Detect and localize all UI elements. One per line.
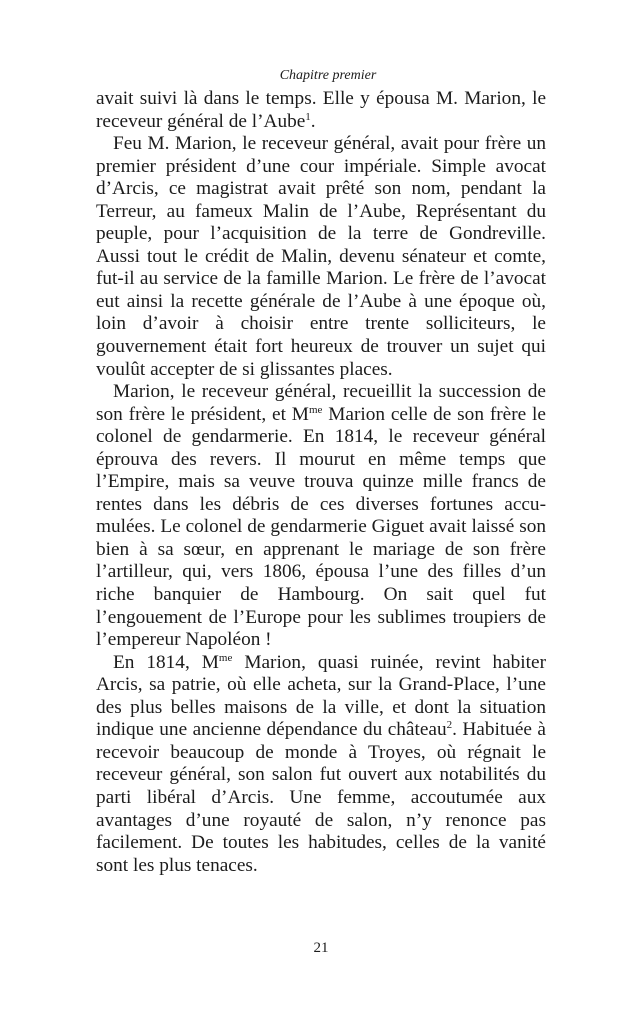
paragraph-4 bbox=[96, 652, 546, 877]
title-abbrev-sup: me bbox=[308, 403, 323, 416]
paragraph-1 bbox=[96, 88, 546, 133]
paragraph-text: avait suivi là dans le temps. Elle y épousa M. Marion, le receveur général de l’Aube bbox=[96, 88, 546, 132]
page-number: 21 bbox=[313, 940, 329, 956]
page-body bbox=[96, 66, 546, 877]
paragraph-3 bbox=[96, 381, 546, 652]
running-head: Chapitre premier bbox=[279, 68, 377, 83]
footnote-ref-2: 2 bbox=[446, 719, 453, 732]
paragraph-text: Marion, le receveur général, recueillit la succession de son frère le président, et M bbox=[96, 381, 546, 425]
paragraph-text: Marion, quasi ruinée, revint habiter Arcis, sa patrie, où elle acheta, sur la Grand-Place, l’une des plus belles maisons de la ville, et dont la situation indique une ancienne dépendance du château bbox=[96, 651, 546, 741]
paragraph-text: En 1814, M bbox=[113, 651, 219, 673]
paragraph-text: . bbox=[310, 110, 316, 132]
body-text bbox=[96, 88, 546, 877]
paragraph-2 bbox=[96, 133, 546, 381]
paragraph-text: Feu M. Marion, le receveur général, avait pour frère un premier président d’une cour impériale. Simple avocat d’Arcis, ce magistrat avait prêté son nom, pendant la Terreur, au fameux Malin de l’Aube, Représentant du peuple, pour l’acquisition de la terre de Gondreville. Aussi tout le crédit de Malin, devenu sénateur et comte, fut-il au service de la famille Marion. Le frère de l’avocat eut ainsi la recette générale de l’Aube à une époque où, loin d’avoir à choisir entre trente solliciteurs, le gouvernement était fort heureux de trouver un sujet qui voulût accepter de si glissantes places. bbox=[96, 133, 546, 380]
paragraph-text: . Habituée à recevoir beaucoup de monde à Troyes, où régnait le receveur général, son salon fut ouvert aux notabilités du parti libéral d’Arcis. Une femme, accoutumée aux avantages d’une royauté de salon, n’y renonce pas facilement. De toutes les habitudes, celles de la vanité sont les plus tenaces. bbox=[96, 719, 546, 876]
title-abbrev-sup: me bbox=[218, 651, 233, 664]
footnote-ref-1: 1 bbox=[305, 110, 311, 123]
paragraph-text: Marion celle de son frère le colonel de gendarmerie. En 1814, le receveur général éprouva des revers. Il mourut en même temps que l’Empire, mais sa veuve trouva quinze mille francs de rentes dans les débris de ces diverses fortunes accumulées. Le colonel de gendarmerie Giguet avait laissé son bien à sa sœur, en apprenant le mariage de son frère l’artilleur, qui, vers 1806, épousa l’une des filles d’un riche banquier de Hambourg. On sait quel fut l’engouement de l’Europe pour les sublimes troupiers de l’empereur Napoléon ! bbox=[96, 403, 546, 651]
